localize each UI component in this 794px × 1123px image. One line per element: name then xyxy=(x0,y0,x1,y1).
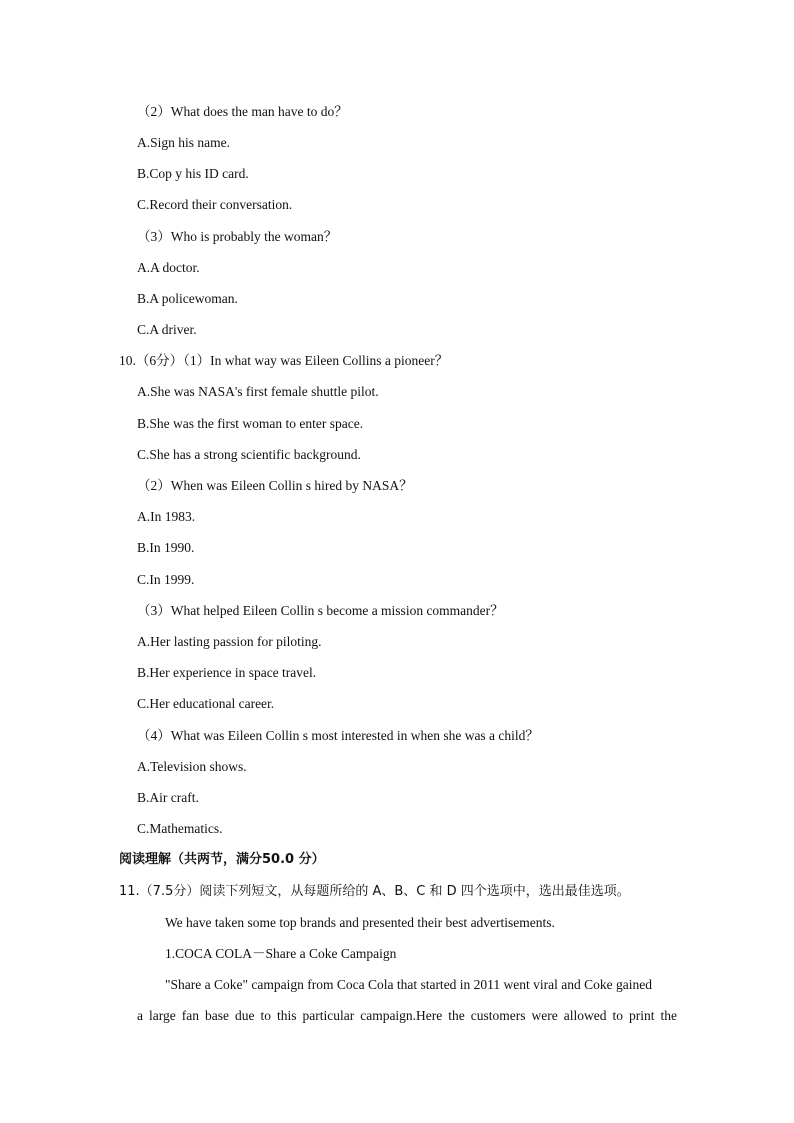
passage-subheading: 1.COCA COLA－Share a Coke Campaign xyxy=(165,946,397,961)
q9-sub3-question: （3）Who is probably the woman？ xyxy=(137,229,338,244)
q9-sub3-option-a: A.A doctor. xyxy=(137,260,200,275)
q10-sub2-option-b: B.In 1990. xyxy=(137,540,195,555)
q10-sub4-option-c: C.Mathematics. xyxy=(137,821,223,836)
passage-intro: We have taken some top brands and presented their best advertisements. xyxy=(165,915,555,930)
q10-sub2-option-c: C.In 1999. xyxy=(137,572,195,587)
q10-sub3-option-c: C.Her educational career. xyxy=(137,696,275,711)
q9-sub3-option-c: C.A driver. xyxy=(137,322,197,337)
q9-sub2-question: （2）What does the man have to do？ xyxy=(137,104,348,119)
q9-sub3-option-b: B.A policewoman. xyxy=(137,291,238,306)
q10-sub3-option-a: A.Her lasting passion for piloting. xyxy=(137,634,322,649)
q10-sub1-option-a: A.She was NASA's first female shuttle pilot. xyxy=(137,384,379,399)
q9-sub2-option-c: C.Record their conversation. xyxy=(137,197,293,212)
q10-sub1-option-c: C.She has a strong scientific background. xyxy=(137,447,361,462)
section-title: 阅读理解（共两节，满分50.0 分） xyxy=(119,852,325,867)
q10-header: 10.（6分）（1）In what way was Eileen Collins a pioneer？ xyxy=(119,353,449,368)
q10-sub1-option-b: B.She was the first woman to enter space. xyxy=(137,416,364,431)
q11-header: 11.（7.5分）阅读下列短文，从每题所给的 A、B、C 和 D 四个选项中，选出最佳选项。 xyxy=(119,884,630,899)
q9-sub2-option-a: A.Sign his name. xyxy=(137,135,230,150)
q10-sub3-question: （3）What helped Eileen Collin s become a mission commander？ xyxy=(137,603,504,618)
q9-sub2-option-b: B.Cop y his ID card. xyxy=(137,166,249,181)
q10-sub4-option-b: B.Air craft. xyxy=(137,790,199,805)
q10-sub4-question: （4）What was Eileen Collin s most interested in when she was a child？ xyxy=(137,728,539,743)
q10-sub2-question: （2）When was Eileen Collin s hired by NASA？ xyxy=(137,478,413,493)
passage-line-1: "Share a Coke" campaign from Coca Cola that started in 2011 went viral and Coke gained xyxy=(165,977,653,992)
passage-line-2: a large fan base due to this particular campaign.Here the customers were allowed to print the xyxy=(137,1008,677,1023)
q10-sub3-option-b: B.Her experience in space travel. xyxy=(137,665,317,680)
q10-sub4-option-a: A.Television shows. xyxy=(137,759,247,774)
q10-sub2-option-a: A.In 1983. xyxy=(137,509,196,524)
